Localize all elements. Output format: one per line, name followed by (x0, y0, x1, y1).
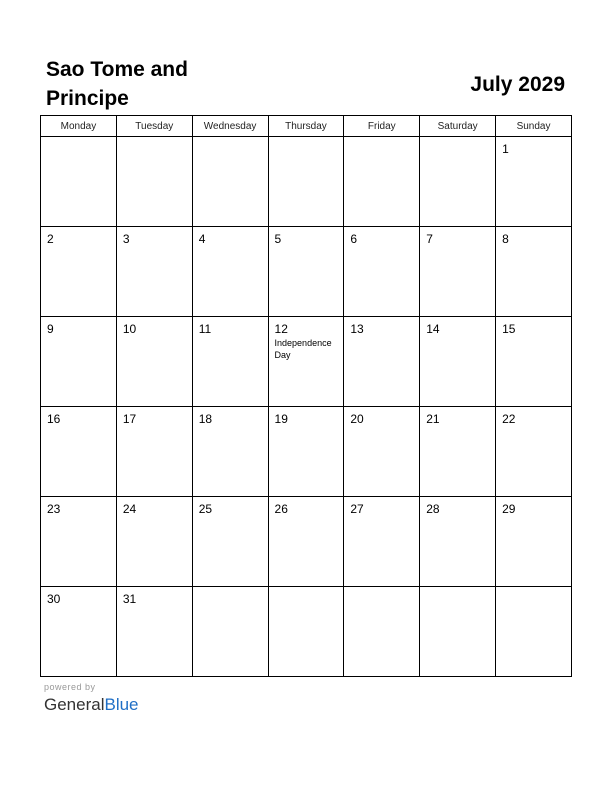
day-number: 23 (47, 502, 61, 516)
day-cell (420, 407, 496, 497)
day-number: 2 (47, 232, 54, 246)
day-number: 6 (350, 232, 358, 246)
day-cell (496, 587, 572, 677)
day-number: 19 (274, 412, 288, 426)
logo-text-blue: Blue (104, 695, 139, 714)
day-cell (41, 317, 117, 407)
weekday-header: Friday (344, 116, 420, 137)
day-cell (420, 497, 496, 587)
weekday-header: Sunday (496, 116, 572, 137)
generalblue-logo (44, 695, 139, 715)
brand-footer (44, 682, 139, 715)
day-number: 30 (47, 592, 61, 606)
day-number: 14 (426, 322, 440, 336)
day-cell (116, 317, 192, 407)
day-number: 7 (426, 232, 433, 246)
day-cell (41, 227, 117, 317)
week-row (41, 137, 572, 227)
day-number: 20 (350, 412, 364, 426)
day-number: 27 (350, 502, 364, 516)
day-number: 16 (47, 412, 61, 426)
day-cell (420, 587, 496, 677)
day-cell (41, 407, 117, 497)
day-cell (268, 317, 344, 407)
day-number: 9 (47, 322, 54, 336)
day-number: 29 (502, 502, 516, 516)
day-number: 31 (122, 592, 137, 606)
holiday-label: Independence Day (274, 338, 332, 360)
day-cell (268, 587, 344, 677)
day-cell (268, 497, 344, 587)
day-cell (420, 227, 496, 317)
week-row (41, 227, 572, 317)
day-number: 8 (502, 232, 509, 246)
day-cell (268, 137, 344, 227)
logo-text-general: General (44, 695, 105, 714)
day-cell (344, 227, 420, 317)
day-number: 17 (122, 412, 137, 426)
day-cell (192, 137, 268, 227)
calendar-grid (40, 115, 572, 677)
day-cell (496, 227, 572, 317)
day-number: 21 (426, 412, 440, 426)
week-row (41, 317, 572, 407)
day-cell (192, 497, 268, 587)
day-cell (41, 497, 117, 587)
weekday-header: Thursday (268, 116, 344, 137)
day-cell (496, 317, 572, 407)
day-number: 11 (198, 322, 212, 336)
day-number: 1 (502, 142, 509, 156)
day-cell (344, 137, 420, 227)
day-number: 22 (502, 412, 516, 426)
day-cell (268, 407, 344, 497)
day-cell (192, 317, 268, 407)
powered-by-text: powered by (44, 682, 96, 692)
day-cell (116, 407, 192, 497)
month-year-title: July 2029 (470, 73, 565, 96)
day-number: 24 (122, 502, 137, 516)
day-number: 15 (502, 322, 516, 336)
day-cell (420, 137, 496, 227)
weekday-header-row (41, 116, 572, 137)
day-cell (344, 317, 420, 407)
day-cell (344, 497, 420, 587)
day-cell (116, 587, 192, 677)
day-cell (41, 137, 117, 227)
day-cell (116, 137, 192, 227)
weekday-header: Wednesday (192, 116, 268, 137)
day-number: 18 (198, 412, 213, 426)
day-cell (496, 407, 572, 497)
day-cell (41, 587, 117, 677)
calendar-body (41, 137, 572, 677)
week-row (41, 497, 572, 587)
day-cell (192, 407, 268, 497)
day-number: 13 (350, 322, 364, 336)
country-title: Sao Tome and Principe (46, 58, 188, 110)
day-number: 28 (426, 502, 440, 516)
day-cell (420, 317, 496, 407)
day-cell (192, 587, 268, 677)
weekday-header: Monday (41, 116, 117, 137)
day-number: 3 (122, 232, 130, 246)
day-number: 25 (198, 502, 213, 516)
day-cell (268, 227, 344, 317)
day-cell (344, 407, 420, 497)
week-row (41, 407, 572, 497)
day-cell (116, 227, 192, 317)
day-cell (344, 587, 420, 677)
day-number: 10 (122, 322, 137, 336)
weekday-header: Saturday (420, 116, 496, 137)
day-cell (496, 137, 572, 227)
day-cell (496, 497, 572, 587)
day-number: 5 (274, 232, 282, 246)
day-number: 26 (274, 502, 288, 516)
day-cell (116, 497, 192, 587)
week-row (41, 587, 572, 677)
day-number: 12 (274, 322, 288, 336)
day-cell (192, 227, 268, 317)
weekday-header: Tuesday (116, 116, 192, 137)
day-number: 4 (198, 232, 206, 246)
